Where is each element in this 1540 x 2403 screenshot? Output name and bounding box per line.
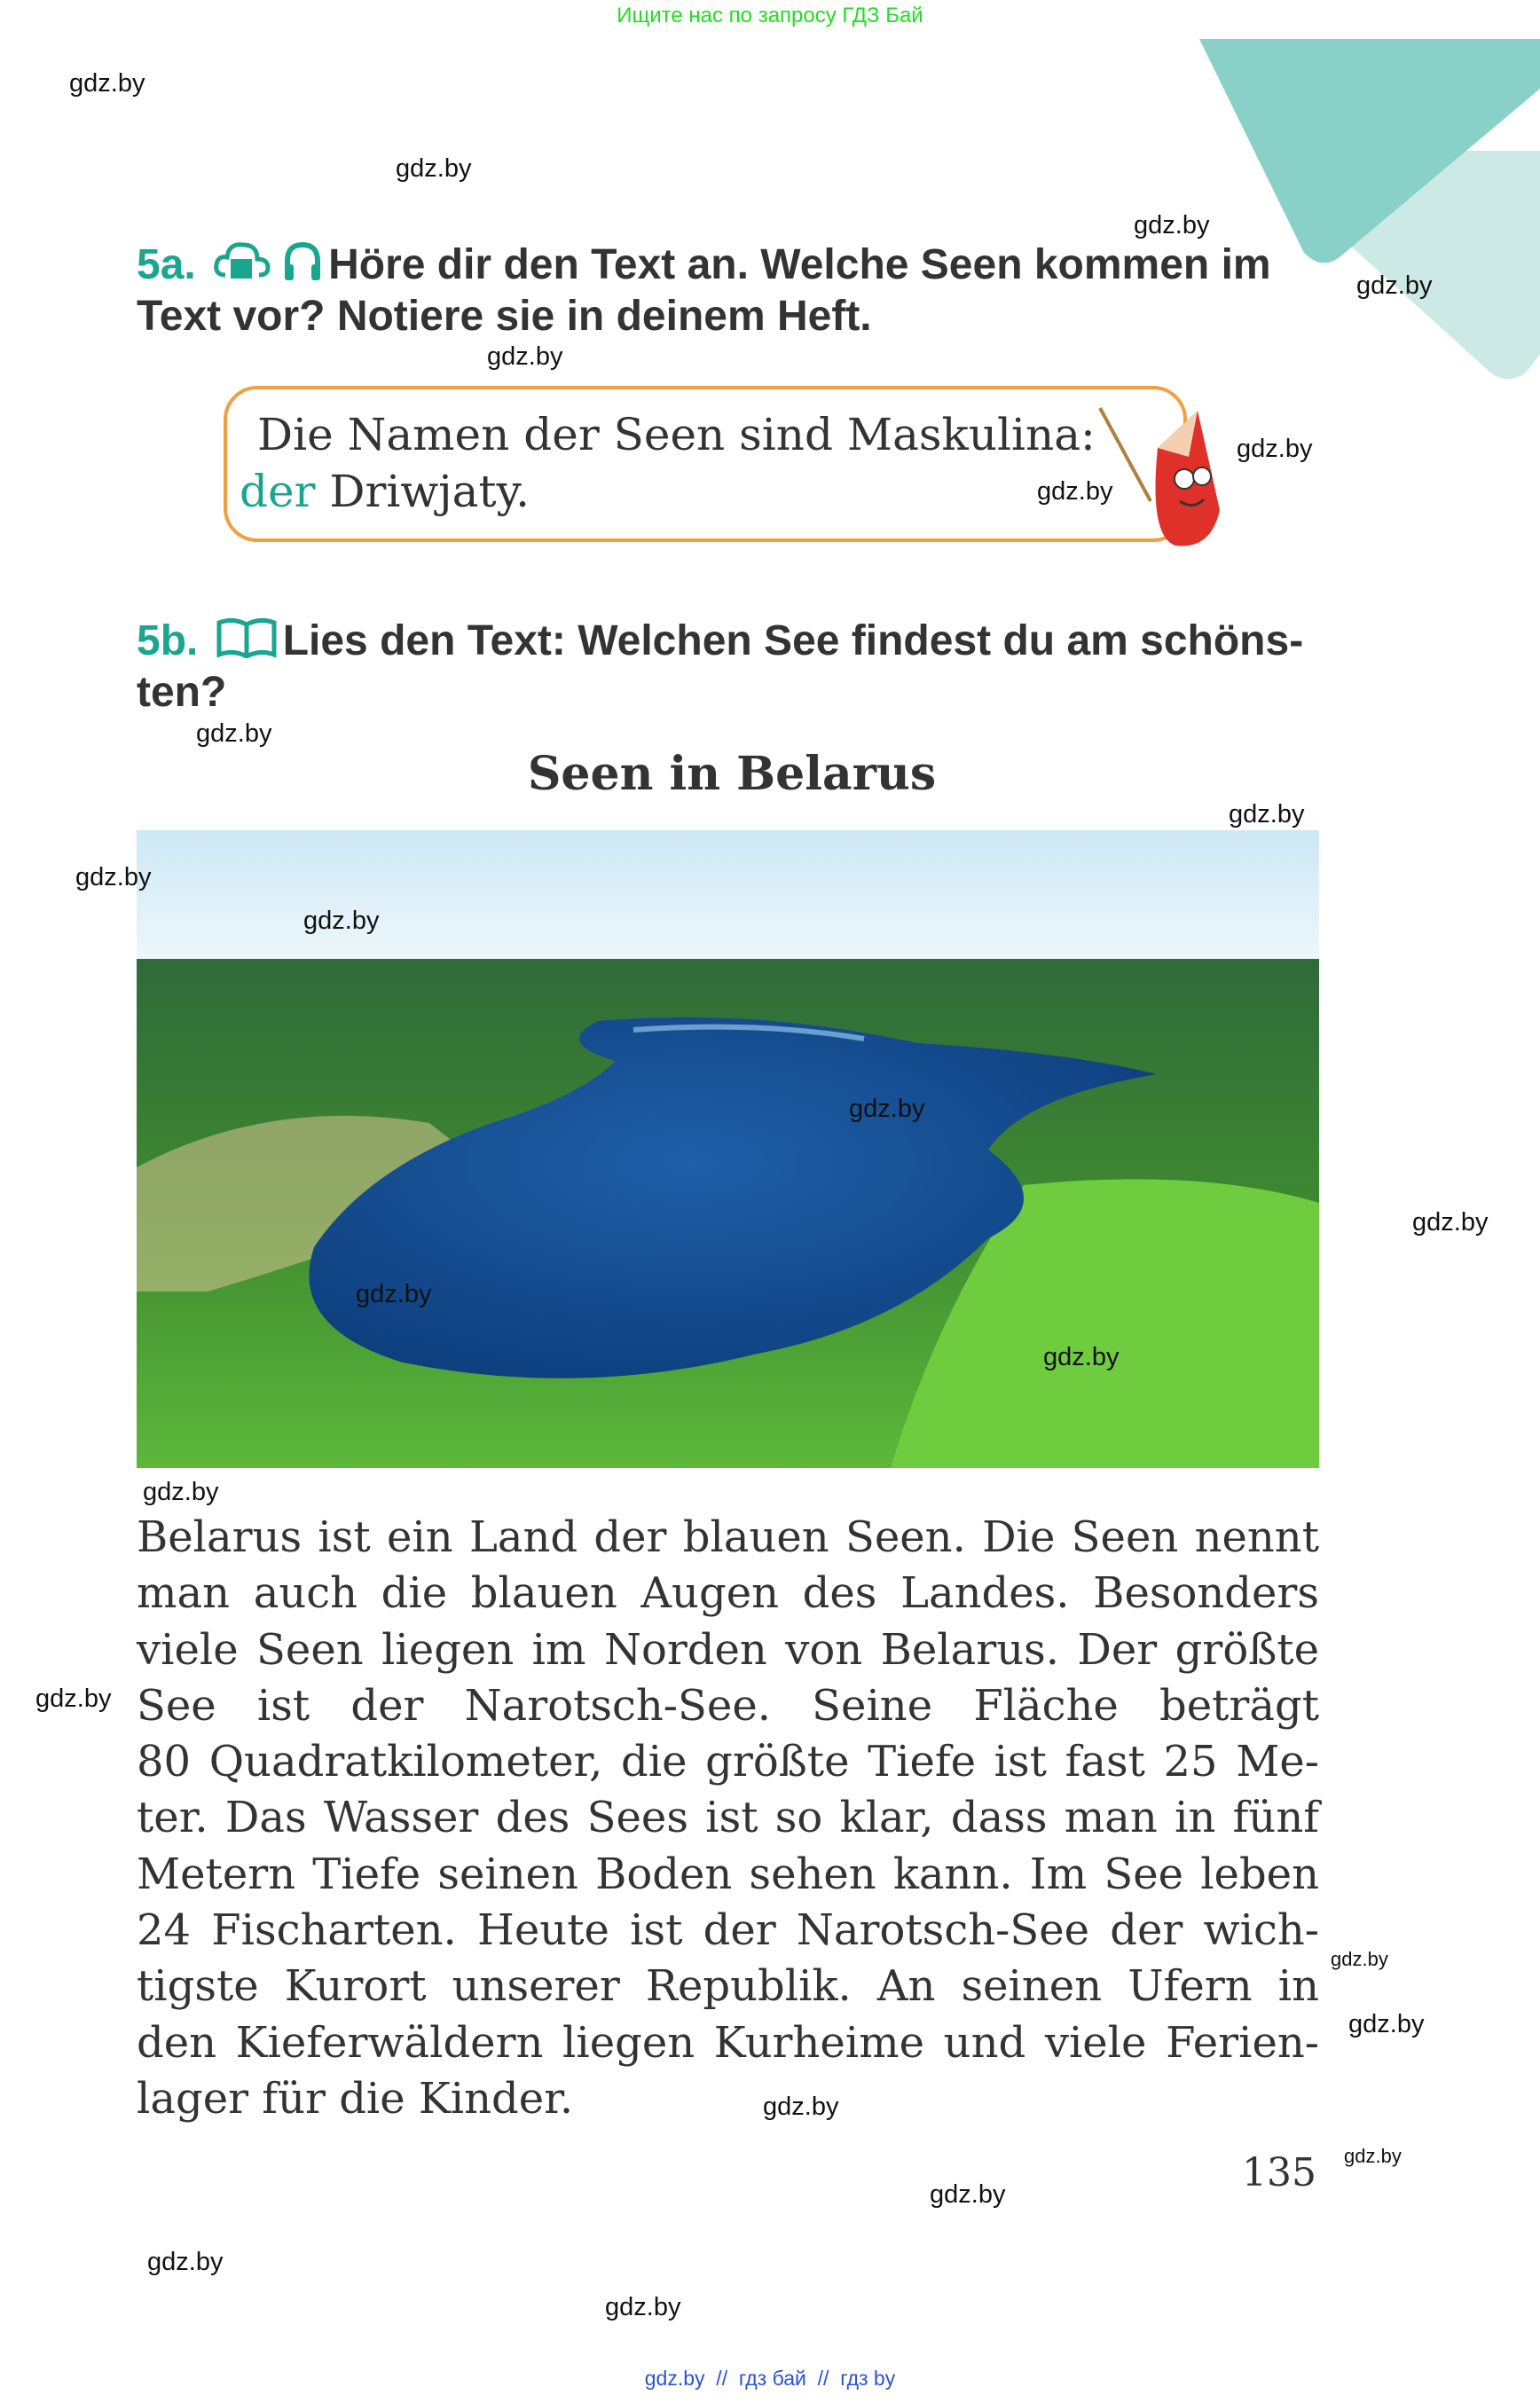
article-body bbox=[137, 1510, 1319, 2127]
task-5a-text-2: Text vor? Notiere sie in deinem Heft. bbox=[137, 293, 872, 340]
open-book-icon bbox=[216, 617, 278, 669]
task-5b bbox=[137, 617, 1322, 717]
task-number: 5a. bbox=[137, 241, 196, 288]
text-line: See ist der Narotsch-See. Seine Fläche beträgt bbox=[137, 1680, 1319, 1731]
watermark: gdz.by bbox=[1412, 1208, 1489, 1237]
watermark: gdz.by bbox=[487, 342, 563, 371]
text-line: 80 Quadratkilometer, die größte Tiefe ist fast 25 Me- bbox=[137, 1737, 1319, 1787]
text-line: man auch die blauen Augen des Landes. Besonders bbox=[137, 1568, 1319, 1619]
watermark: gdz.by bbox=[75, 863, 152, 891]
watermark: gdz.by bbox=[1348, 2010, 1425, 2038]
article-title: Seen in Belarus bbox=[527, 747, 937, 801]
watermark: gdz.by bbox=[1344, 2145, 1402, 2167]
watermark: gdz.by bbox=[196, 719, 272, 748]
watermark: gdz.by bbox=[849, 1095, 925, 1123]
note-word: Driwjaty. bbox=[315, 466, 530, 517]
watermark: gdz.by bbox=[1037, 477, 1113, 506]
text-line: Belarus ist ein Land der blauen Seen. Die Seen nennt bbox=[137, 1512, 1319, 1562]
task-5b-text: Lies den Text: Welchen See findest du am schöns- bbox=[282, 617, 1304, 664]
search-hint: Ищите нас по запросу ГДЗ Бай bbox=[617, 4, 923, 27]
watermark: gdz.by bbox=[1229, 800, 1305, 828]
text-line: lager für die Kinder. bbox=[137, 2073, 574, 2124]
watermark: gdz.by bbox=[356, 1280, 432, 1308]
watermark: gdz.by bbox=[303, 907, 380, 935]
watermark: gdz.by bbox=[1356, 271, 1433, 300]
cloud-folder-icon bbox=[213, 240, 271, 293]
watermark: gdz.by bbox=[396, 154, 472, 183]
text-line: ter. Das Wasser des Sees ist so klar, dass man in fünf bbox=[137, 1793, 1319, 1843]
text-line: den Kieferwäldern liegen Kurheime und viele Ferien- bbox=[137, 2017, 1319, 2068]
headphones-icon bbox=[282, 240, 323, 293]
watermark: gdz.by bbox=[143, 1478, 219, 1506]
grammar-note bbox=[240, 406, 1096, 520]
note-article: der bbox=[240, 466, 316, 517]
text-line: Metern Tiefe seinen Boden sehen kann. Im See leben bbox=[137, 1849, 1319, 1899]
task-number: 5b. bbox=[137, 617, 199, 664]
task-5b-text-2: ten? bbox=[137, 669, 227, 716]
watermark: gdz.by bbox=[605, 2293, 681, 2321]
watermark: gdz.by bbox=[930, 2180, 1006, 2209]
text-line: viele Seen liegen im Norden von Belarus. Der größte bbox=[137, 1624, 1319, 1675]
watermark: gdz.by bbox=[147, 2248, 224, 2276]
watermark: gdz.by bbox=[1134, 211, 1210, 240]
task-5a bbox=[137, 240, 1322, 341]
page-number: 135 bbox=[1242, 2150, 1316, 2195]
watermark: gdz.by bbox=[763, 2093, 839, 2121]
note-line: Die Namen der Seen sind Maskulina: bbox=[257, 409, 1096, 460]
footer-links[interactable]: gdz.by // гдз бай // гдз by bbox=[644, 2367, 896, 2390]
text-line: 24 Fischarten. Heute ist der Narotsch-See der wich- bbox=[137, 1905, 1319, 1956]
watermark: gdz.by bbox=[1043, 1343, 1120, 1371]
text-line: tigste Kurort unserer Republik. An seinen Ufern in bbox=[137, 1961, 1319, 2012]
pencil-mascot-icon bbox=[1096, 404, 1238, 554]
watermark: gdz.by bbox=[35, 1684, 112, 1713]
watermark: gdz.by bbox=[1331, 1948, 1388, 1970]
task-5a-text: Höre dir den Text an. Welche Seen kommen im bbox=[328, 241, 1271, 288]
watermark: gdz.by bbox=[1237, 435, 1313, 463]
watermark: gdz.by bbox=[69, 69, 145, 98]
